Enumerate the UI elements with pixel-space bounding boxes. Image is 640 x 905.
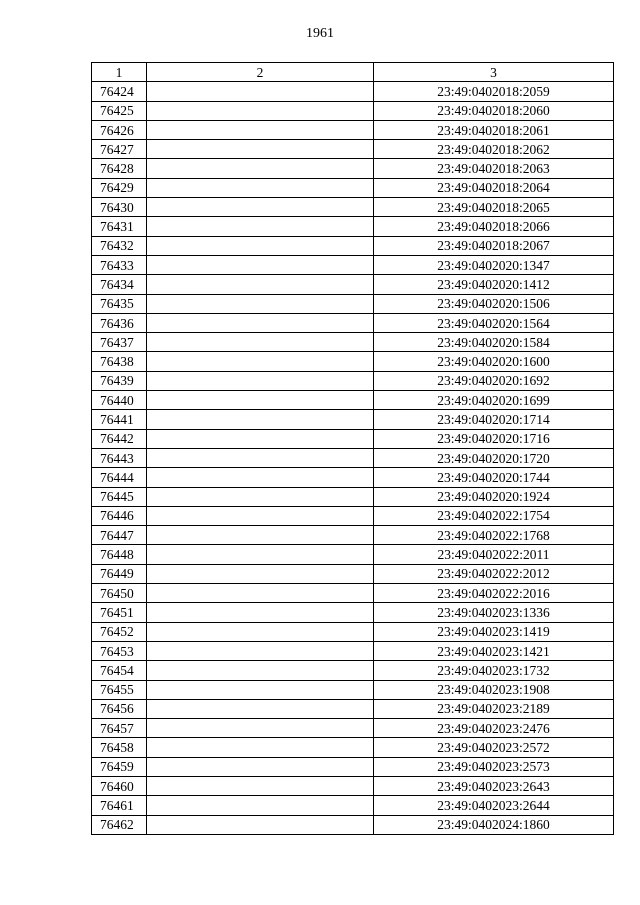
row-number-cell: 76424	[92, 82, 147, 101]
row-number-cell: 76431	[92, 217, 147, 236]
row-blank-cell	[147, 584, 374, 603]
table-row	[92, 545, 614, 564]
row-number-cell: 76451	[92, 603, 147, 622]
cadastral-number-cell: 23:49:0402018:2060	[374, 101, 614, 120]
table-body	[92, 82, 614, 835]
cadastral-number-cell: 23:49:0402020:1600	[374, 352, 614, 371]
cadastral-number-cell: 23:49:0402018:2065	[374, 198, 614, 217]
row-blank-cell	[147, 738, 374, 757]
table-row	[92, 448, 614, 467]
cadastral-number-cell: 23:49:0402020:1716	[374, 429, 614, 448]
table-row	[92, 236, 614, 255]
cadastral-number-cell: 23:49:0402022:2011	[374, 545, 614, 564]
row-blank-cell	[147, 776, 374, 795]
row-blank-cell	[147, 545, 374, 564]
row-number-cell: 76440	[92, 391, 147, 410]
row-blank-cell	[147, 140, 374, 159]
row-blank-cell	[147, 255, 374, 274]
row-blank-cell	[147, 410, 374, 429]
cadastral-number-cell: 23:49:0402020:1564	[374, 313, 614, 332]
row-blank-cell	[147, 641, 374, 660]
row-number-cell: 76436	[92, 313, 147, 332]
cadastral-number-cell: 23:49:0402020:1744	[374, 468, 614, 487]
row-number-cell: 76438	[92, 352, 147, 371]
row-blank-cell	[147, 796, 374, 815]
table-row	[92, 776, 614, 795]
row-blank-cell	[147, 313, 374, 332]
table-row	[92, 603, 614, 622]
table-row	[92, 429, 614, 448]
cadastral-number-cell: 23:49:0402020:1412	[374, 275, 614, 294]
cadastral-number-cell: 23:49:0402023:2644	[374, 796, 614, 815]
row-number-cell: 76428	[92, 159, 147, 178]
table-row	[92, 313, 614, 332]
row-blank-cell	[147, 719, 374, 738]
cadastral-number-cell: 23:49:0402020:1924	[374, 487, 614, 506]
cadastral-number-cell: 23:49:0402023:2573	[374, 757, 614, 776]
table-row	[92, 661, 614, 680]
row-number-cell: 76442	[92, 429, 147, 448]
table-row	[92, 584, 614, 603]
table-row	[92, 120, 614, 139]
table-row	[92, 140, 614, 159]
table-row	[92, 391, 614, 410]
row-blank-cell	[147, 120, 374, 139]
row-blank-cell	[147, 198, 374, 217]
cadastral-number-cell: 23:49:0402020:1347	[374, 255, 614, 274]
row-blank-cell	[147, 699, 374, 718]
row-blank-cell	[147, 352, 374, 371]
table-row	[92, 217, 614, 236]
column-header-3: 3	[374, 63, 614, 82]
table-header	[92, 63, 614, 82]
row-blank-cell	[147, 680, 374, 699]
row-number-cell: 76446	[92, 506, 147, 525]
cadastral-number-cell: 23:49:0402023:1732	[374, 661, 614, 680]
row-number-cell: 76459	[92, 757, 147, 776]
cadastral-number-cell: 23:49:0402023:2572	[374, 738, 614, 757]
row-blank-cell	[147, 487, 374, 506]
header-row	[92, 63, 614, 82]
cadastral-number-cell: 23:49:0402018:2061	[374, 120, 614, 139]
table-row	[92, 487, 614, 506]
table-row	[92, 815, 614, 834]
row-number-cell: 76443	[92, 448, 147, 467]
row-number-cell: 76426	[92, 120, 147, 139]
row-number-cell: 76449	[92, 564, 147, 583]
cadastral-number-cell: 23:49:0402022:2012	[374, 564, 614, 583]
table-row	[92, 622, 614, 641]
table-row	[92, 333, 614, 352]
row-blank-cell	[147, 159, 374, 178]
row-number-cell: 76460	[92, 776, 147, 795]
table-row	[92, 564, 614, 583]
cadastral-number-cell: 23:49:0402018:2062	[374, 140, 614, 159]
row-number-cell: 76433	[92, 255, 147, 274]
page-number: 1961	[306, 26, 334, 41]
column-header-1: 1	[92, 63, 147, 82]
row-blank-cell	[147, 371, 374, 390]
row-number-cell: 76429	[92, 178, 147, 197]
row-number-cell: 76461	[92, 796, 147, 815]
row-number-cell: 76447	[92, 526, 147, 545]
table-row	[92, 680, 614, 699]
row-number-cell: 76435	[92, 294, 147, 313]
row-blank-cell	[147, 391, 374, 410]
cadastral-number-cell: 23:49:0402024:1860	[374, 815, 614, 834]
cadastral-number-cell: 23:49:0402020:1506	[374, 294, 614, 313]
row-number-cell: 76432	[92, 236, 147, 255]
row-number-cell: 76462	[92, 815, 147, 834]
column-header-2: 2	[147, 63, 374, 82]
row-blank-cell	[147, 468, 374, 487]
row-number-cell: 76434	[92, 275, 147, 294]
cadastral-number-cell: 23:49:0402023:1419	[374, 622, 614, 641]
row-blank-cell	[147, 815, 374, 834]
cadastral-number-cell: 23:49:0402023:2643	[374, 776, 614, 795]
cadastral-number-cell: 23:49:0402018:2066	[374, 217, 614, 236]
table-row	[92, 294, 614, 313]
row-blank-cell	[147, 333, 374, 352]
row-blank-cell	[147, 661, 374, 680]
cadastral-number-cell: 23:49:0402020:1584	[374, 333, 614, 352]
row-blank-cell	[147, 236, 374, 255]
table-row	[92, 468, 614, 487]
table-row	[92, 506, 614, 525]
row-blank-cell	[147, 101, 374, 120]
cadastral-number-cell: 23:49:0402018:2063	[374, 159, 614, 178]
row-number-cell: 76427	[92, 140, 147, 159]
row-blank-cell	[147, 429, 374, 448]
table-row	[92, 410, 614, 429]
table-row	[92, 352, 614, 371]
row-blank-cell	[147, 622, 374, 641]
table-row	[92, 699, 614, 718]
table-row	[92, 526, 614, 545]
cadastral-number-cell: 23:49:0402023:2476	[374, 719, 614, 738]
row-number-cell: 76448	[92, 545, 147, 564]
cadastral-number-cell: 23:49:0402020:1692	[374, 371, 614, 390]
cadastral-number-cell: 23:49:0402023:1908	[374, 680, 614, 699]
row-blank-cell	[147, 448, 374, 467]
cadastral-number-cell: 23:49:0402022:1768	[374, 526, 614, 545]
table-row	[92, 255, 614, 274]
row-number-cell: 76455	[92, 680, 147, 699]
cadastral-number-cell: 23:49:0402022:1754	[374, 506, 614, 525]
table-row	[92, 275, 614, 294]
cadastral-number-cell: 23:49:0402018:2064	[374, 178, 614, 197]
row-blank-cell	[147, 275, 374, 294]
row-number-cell: 76445	[92, 487, 147, 506]
table-row	[92, 796, 614, 815]
row-blank-cell	[147, 294, 374, 313]
table-row	[92, 757, 614, 776]
table-row	[92, 719, 614, 738]
table-row	[92, 198, 614, 217]
row-number-cell: 76425	[92, 101, 147, 120]
table-row	[92, 101, 614, 120]
row-number-cell: 76437	[92, 333, 147, 352]
row-number-cell: 76452	[92, 622, 147, 641]
row-blank-cell	[147, 217, 374, 236]
row-blank-cell	[147, 564, 374, 583]
row-blank-cell	[147, 178, 374, 197]
cadastral-number-cell: 23:49:0402023:1421	[374, 641, 614, 660]
table-row	[92, 738, 614, 757]
row-blank-cell	[147, 526, 374, 545]
cadastral-number-cell: 23:49:0402018:2067	[374, 236, 614, 255]
row-number-cell: 76456	[92, 699, 147, 718]
row-number-cell: 76457	[92, 719, 147, 738]
row-number-cell: 76439	[92, 371, 147, 390]
table-row	[92, 159, 614, 178]
cadastral-number-cell: 23:49:0402020:1720	[374, 448, 614, 467]
table-row	[92, 371, 614, 390]
cadastral-number-cell: 23:49:0402023:2189	[374, 699, 614, 718]
registry-table	[91, 62, 614, 835]
cadastral-number-cell: 23:49:0402020:1699	[374, 391, 614, 410]
table-row	[92, 178, 614, 197]
row-blank-cell	[147, 603, 374, 622]
row-blank-cell	[147, 506, 374, 525]
row-number-cell: 76453	[92, 641, 147, 660]
row-number-cell: 76444	[92, 468, 147, 487]
table-row	[92, 641, 614, 660]
cadastral-number-cell: 23:49:0402022:2016	[374, 584, 614, 603]
row-number-cell: 76458	[92, 738, 147, 757]
row-number-cell: 76454	[92, 661, 147, 680]
row-blank-cell	[147, 757, 374, 776]
row-number-cell: 76430	[92, 198, 147, 217]
row-number-cell: 76450	[92, 584, 147, 603]
cadastral-number-cell: 23:49:0402020:1714	[374, 410, 614, 429]
row-blank-cell	[147, 82, 374, 101]
table-row	[92, 82, 614, 101]
cadastral-number-cell: 23:49:0402018:2059	[374, 82, 614, 101]
cadastral-number-cell: 23:49:0402023:1336	[374, 603, 614, 622]
row-number-cell: 76441	[92, 410, 147, 429]
